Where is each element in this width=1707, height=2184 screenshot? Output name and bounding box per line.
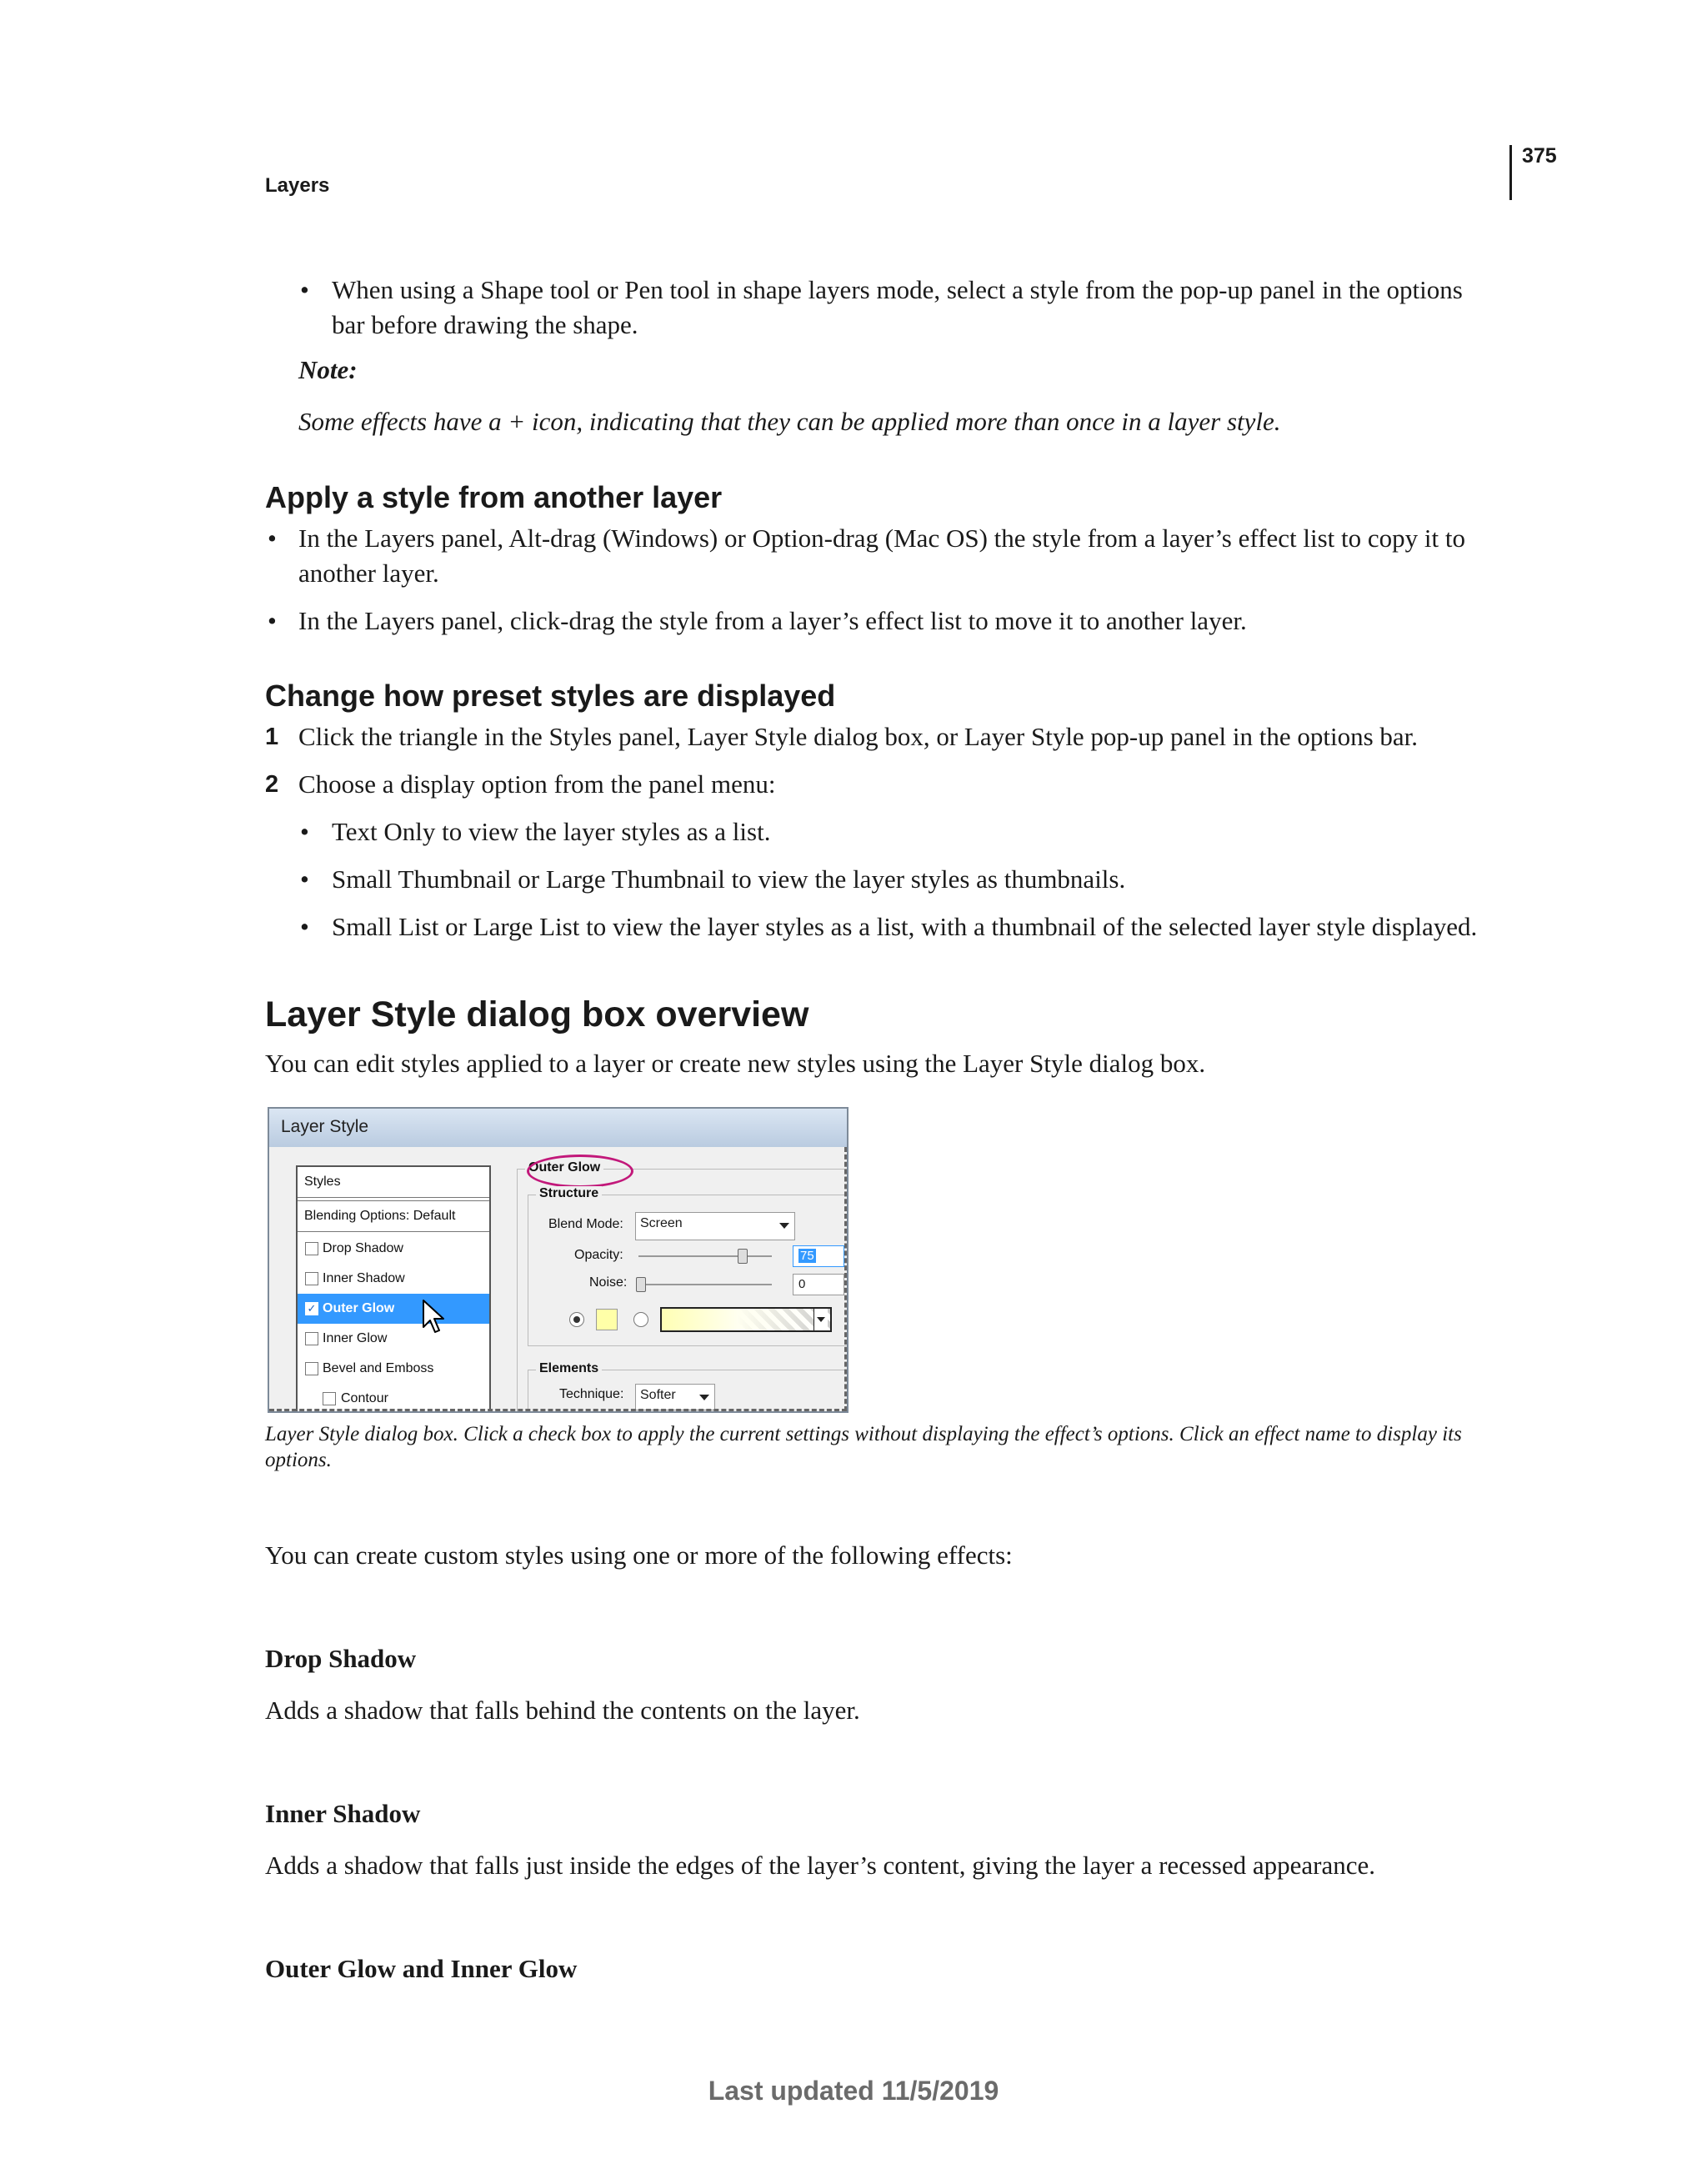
overview-intro: You can edit styles applied to a layer or create new styles using the Layer Style dialog box. (265, 1049, 1206, 1078)
style-item-label: Inner Shadow (323, 1271, 405, 1285)
opacity-label: Opacity: (574, 1248, 623, 1262)
checkbox[interactable] (305, 1242, 318, 1255)
divider (298, 1197, 489, 1198)
blend-mode-label: Blend Mode: (548, 1217, 623, 1231)
effect-term-outer-inner-glow: Outer Glow and Inner Glow (265, 1954, 578, 1983)
section-heading-change: Change how preset styles are displayed (265, 679, 836, 713)
outer-glow-title: Outer Glow (528, 1160, 601, 1175)
section-heading-overview: Layer Style dialog box overview (265, 994, 809, 1034)
style-item-drop-shadow[interactable] (298, 1234, 489, 1264)
dialog-title: Layer Style (281, 1117, 369, 1136)
running-header: Layers (265, 174, 330, 197)
noise-slider-handle[interactable] (636, 1277, 646, 1292)
noise-value: 0 (798, 1277, 806, 1291)
layer-style-dialog-figure (268, 1107, 848, 1413)
checkbox-checked[interactable]: ✓ (305, 1302, 318, 1315)
figure-caption: Layer Style dialog box. Click a check box to apply the current settings without displaying the effect’s options. Click an effect name to display its options. (265, 1423, 1462, 1471)
bullet-marker: • (268, 606, 277, 635)
effect-term-inner-shadow: Inner Shadow (265, 1799, 421, 1828)
intro-bullet-line2: bar before drawing the shape. (332, 310, 638, 339)
chevron-down-icon (699, 1395, 709, 1400)
technique-label: Technique: (559, 1387, 624, 1401)
checkbox[interactable] (305, 1362, 318, 1375)
bullet-marker: • (300, 275, 309, 304)
style-item-inner-shadow[interactable] (298, 1264, 489, 1294)
style-item-label: Contour (341, 1391, 388, 1405)
blending-options-row[interactable] (298, 1201, 489, 1231)
page-number: 375 (1522, 144, 1557, 168)
section-heading-apply: Apply a style from another layer (265, 480, 723, 514)
note-text: Some effects have a + icon, indicating that they can be applied more than once in a layer style. (298, 407, 1281, 436)
bullet-marker: • (300, 817, 309, 846)
opacity-input[interactable] (793, 1245, 844, 1267)
intro-bullet-line1: When using a Shape tool or Pen tool in shape layers mode, select a style from the pop-up panel in the options (332, 275, 1463, 304)
glow-color-swatch[interactable] (596, 1309, 618, 1330)
crop-edge (844, 1147, 847, 1411)
step-1-text: Click the triangle in the Styles panel, Layer Style dialog box, or Layer Style pop-up panel in the options bar. (298, 722, 1419, 751)
style-item-bevel-and-emboss[interactable] (298, 1354, 489, 1384)
bullet-marker: • (268, 523, 277, 553)
crop-edge (269, 1409, 847, 1411)
effect-term-drop-shadow: Drop Shadow (265, 1644, 417, 1673)
opacity-slider-handle[interactable] (738, 1249, 748, 1264)
style-item-label: Drop Shadow (323, 1241, 403, 1255)
opacity-value: 75 (800, 1249, 814, 1263)
radio-dot (573, 1316, 580, 1323)
styles-header-label: Styles (304, 1175, 341, 1189)
checkbox[interactable] (323, 1392, 336, 1405)
noise-slider-track[interactable] (638, 1284, 772, 1285)
chevron-down-icon (779, 1223, 789, 1229)
effect-desc-inner-shadow: Adds a shadow that falls just inside the edges of the layer’s content, giving the layer a recessed appearance. (265, 1851, 1375, 1880)
technique-value: Softer (640, 1388, 676, 1402)
sub-bullet-1: Text Only to view the layer styles as a list. (332, 817, 771, 846)
highlight-ellipse (527, 1155, 633, 1188)
noise-input[interactable] (793, 1274, 844, 1295)
divider (298, 1231, 489, 1232)
mouse-cursor-icon (422, 1299, 447, 1335)
apply-bullet-1-line2: another layer. (298, 559, 439, 588)
blend-mode-select[interactable] (635, 1212, 795, 1240)
style-item-label: Bevel and Emboss (323, 1361, 434, 1375)
checkbox[interactable] (305, 1332, 318, 1345)
blend-mode-value: Screen (640, 1216, 683, 1230)
note-label: Note: (298, 355, 358, 384)
checkbox[interactable] (305, 1272, 318, 1285)
page-number-rule (1509, 145, 1512, 200)
bullet-marker: • (300, 864, 309, 894)
gradient-radio[interactable] (633, 1312, 648, 1327)
style-item-label: Outer Glow (323, 1301, 395, 1315)
apply-bullet-2: In the Layers panel, click-drag the style from a layer’s effect list to move it to another layer. (298, 606, 1247, 635)
apply-bullet-1-line1: In the Layers panel, Alt-drag (Windows) or Option-drag (Mac OS) the style from a layer’s effect list to copy it to (298, 523, 1465, 553)
blending-options-label: Blending Options: Default (304, 1209, 456, 1223)
styles-list-panel (296, 1165, 491, 1413)
opacity-slider-track[interactable] (638, 1255, 772, 1257)
technique-select[interactable] (635, 1384, 715, 1410)
bullet-marker: • (300, 912, 309, 941)
step-2-text: Choose a display option from the panel menu: (298, 769, 776, 799)
sub-bullet-2: Small Thumbnail or Large Thumbnail to view the layer styles as thumbnails. (332, 864, 1126, 894)
style-item-label: Inner Glow (323, 1331, 388, 1345)
glow-gradient-picker[interactable] (660, 1307, 832, 1332)
style-item-inner-glow[interactable] (298, 1324, 489, 1354)
style-item-outer-glow[interactable] (298, 1294, 489, 1324)
color-radio-selected[interactable] (569, 1312, 584, 1327)
step-number: 1 (265, 724, 279, 750)
styles-header-row[interactable] (298, 1167, 489, 1197)
sub-bullet-3: Small List or Large List to view the layer styles as a list, with a thumbnail of the selected layer style displayed. (332, 912, 1478, 941)
chevron-down-icon[interactable] (813, 1309, 828, 1330)
footer-last-updated: Last updated 11/5/2019 (708, 2076, 999, 2106)
step-number: 2 (265, 771, 279, 798)
dialog-title-bar (269, 1109, 847, 1147)
effect-desc-drop-shadow: Adds a shadow that falls behind the contents on the layer. (265, 1696, 860, 1725)
noise-label: Noise: (589, 1275, 628, 1290)
effects-intro: You can create custom styles using one or more of the following effects: (265, 1540, 1013, 1570)
structure-label: Structure (539, 1186, 599, 1200)
elements-label: Elements (539, 1361, 599, 1375)
